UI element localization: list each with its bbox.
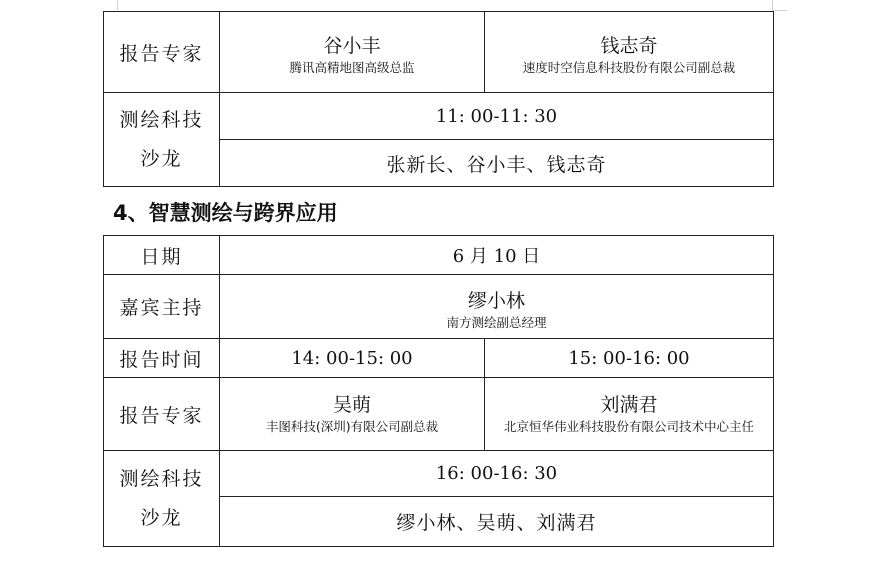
margin-guide-right-h: [772, 10, 787, 11]
margin-guide-left: [117, 0, 118, 10]
expert-name: 刘满君: [600, 393, 658, 416]
expert-title: 腾讯高精地图高级总监: [289, 59, 415, 75]
expert-cell: [220, 12, 485, 93]
expert-cell: [485, 378, 774, 451]
expert-name: 谷小丰: [323, 34, 381, 57]
salon-label: [104, 93, 220, 187]
expert-title: 丰图科技(深圳)有限公司副总裁: [265, 418, 439, 434]
expert-name: 钱志奇: [600, 34, 658, 57]
host-cell: [220, 275, 774, 339]
host-name: 缪小林: [467, 289, 525, 312]
expert-cell: [485, 12, 774, 93]
salon-participants: 缪小林、吴萌、刘满君: [220, 497, 774, 547]
date-value: 6 月 10 日: [220, 236, 774, 275]
salon-time: 11: 00-11: 30: [220, 93, 774, 140]
salon-label: [104, 451, 220, 547]
host-label: 嘉宾主持: [104, 275, 220, 339]
table-row: [104, 93, 774, 140]
schedule-table-section3: [103, 11, 774, 187]
expert-cell: [220, 378, 485, 451]
table-row: [104, 339, 774, 378]
expert-name: 吴萌: [332, 393, 371, 416]
schedule-table-section4: [103, 235, 774, 547]
table-row: [104, 12, 774, 93]
salon-label-line1: 测绘科技: [119, 108, 204, 131]
salon-label-line1: 测绘科技: [119, 467, 204, 490]
salon-participants: 张新长、谷小丰、钱志奇: [220, 140, 774, 187]
section-heading: 4、智慧测绘与跨界应用: [113, 201, 338, 225]
report-time-2: 15: 00-16: 00: [485, 339, 774, 378]
salon-label-line2: 沙龙: [140, 506, 183, 529]
salon-time: 16: 00-16: 30: [220, 451, 774, 497]
salon-label-line2: 沙龙: [140, 147, 183, 170]
experts-label: 报告专家: [104, 378, 220, 451]
date-label: 日期: [104, 236, 220, 275]
table-row: [104, 451, 774, 497]
experts-label: 报告专家: [104, 12, 220, 93]
expert-title: 北京恒华伟业科技股份有限公司技术中心主任: [503, 418, 754, 434]
host-title: 南方测绘副总经理: [446, 314, 547, 330]
expert-title: 速度时空信息科技股份有限公司副总裁: [522, 59, 736, 75]
table-row: [104, 275, 774, 339]
table-row: [104, 236, 774, 275]
table-row: [104, 378, 774, 451]
time-label: 报告时间: [104, 339, 220, 378]
margin-guide-right: [772, 0, 773, 10]
report-time-1: 14: 00-15: 00: [220, 339, 485, 378]
